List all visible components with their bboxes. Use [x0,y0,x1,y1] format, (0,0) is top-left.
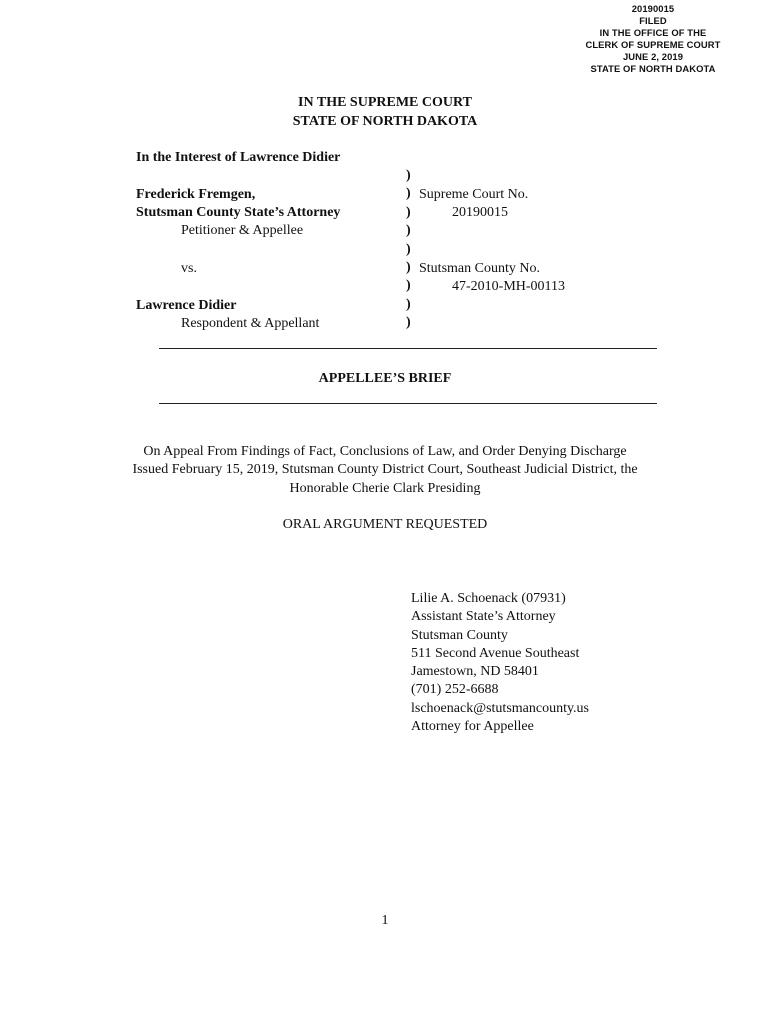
supreme-court-label: Supreme Court No. [419,187,529,202]
versus-label: vs. [181,261,197,276]
attorney-block [411,590,589,736]
court-name: IN THE SUPREME COURT [298,95,472,110]
caption-paren: ) [406,223,411,239]
petitioner-name: Frederick Fremgen, [136,187,256,202]
petitioner-title: Stutsman County State’s Attorney [136,205,341,220]
caption-paren: ) [406,259,411,275]
respondent-role: Respondent & Appellant [181,316,320,331]
attorney-title: Assistant State’s Attorney [411,609,556,625]
stamp-date: JUNE 2, 2019 [622,51,684,63]
stamp-clerk: CLERK OF SUPREME COURT [585,39,721,51]
title-rule-bottom [159,403,657,404]
court-heading [0,94,770,131]
title-rule-top [159,348,657,349]
stamp-docket-number: 20190015 [631,3,675,14]
caption-paren-column [406,167,411,333]
appeal-description [0,443,770,498]
filing-stamp [578,3,728,76]
caption-paren: ) [406,296,411,312]
caption-paren: ) [406,186,411,202]
stamp-filed: FILED [639,15,667,27]
oral-argument-request: ORAL ARGUMENT REQUESTED [282,517,488,532]
attorney-name: Lilie A. Schoenack (07931) [411,591,566,606]
caption-paren: ) [406,315,411,331]
attorney-city: Jamestown, ND 58401 [411,664,539,680]
appeal-line-3: Honorable Cherie Clark Presiding [289,480,481,496]
caption-paren: ) [406,168,411,183]
attorney-role: Attorney for Appellee [411,719,534,735]
supreme-court-number: 20190015 [452,205,508,220]
appeal-line-2: Issued February 15, 2019, Stutsman County District Court, Southeast Judicial District, the [132,462,638,478]
county-case-label: Stutsman County No. [419,261,540,276]
petitioner-role: Petitioner & Appellee [181,223,304,238]
page-number: 1 [381,913,389,928]
attorney-phone: (701) 252-6688 [411,682,499,698]
brief-title: APPELLEE’S BRIEF [318,371,452,386]
court-state: STATE OF NORTH DAKOTA [292,113,478,129]
appeal-line-1: On Appeal From Findings of Fact, Conclusions of Law, and Order Denying Discharge [143,444,627,459]
attorney-county: Stutsman County [411,627,508,643]
county-case-number: 47-2010-MH-00113 [452,279,566,294]
stamp-state: STATE OF NORTH DAKOTA [590,63,716,75]
attorney-street: 511 Second Avenue Southeast [411,645,580,661]
stamp-office: IN THE OFFICE OF THE [599,27,707,39]
caption-paren: ) [406,204,411,220]
caption-paren: ) [406,278,411,294]
respondent-name: Lawrence Didier [136,298,237,313]
caption-interest: In the Interest of Lawrence Didier [136,150,341,165]
caption-paren: ) [406,241,411,257]
attorney-email: lschoenack@stutsmancounty.us [411,700,590,716]
